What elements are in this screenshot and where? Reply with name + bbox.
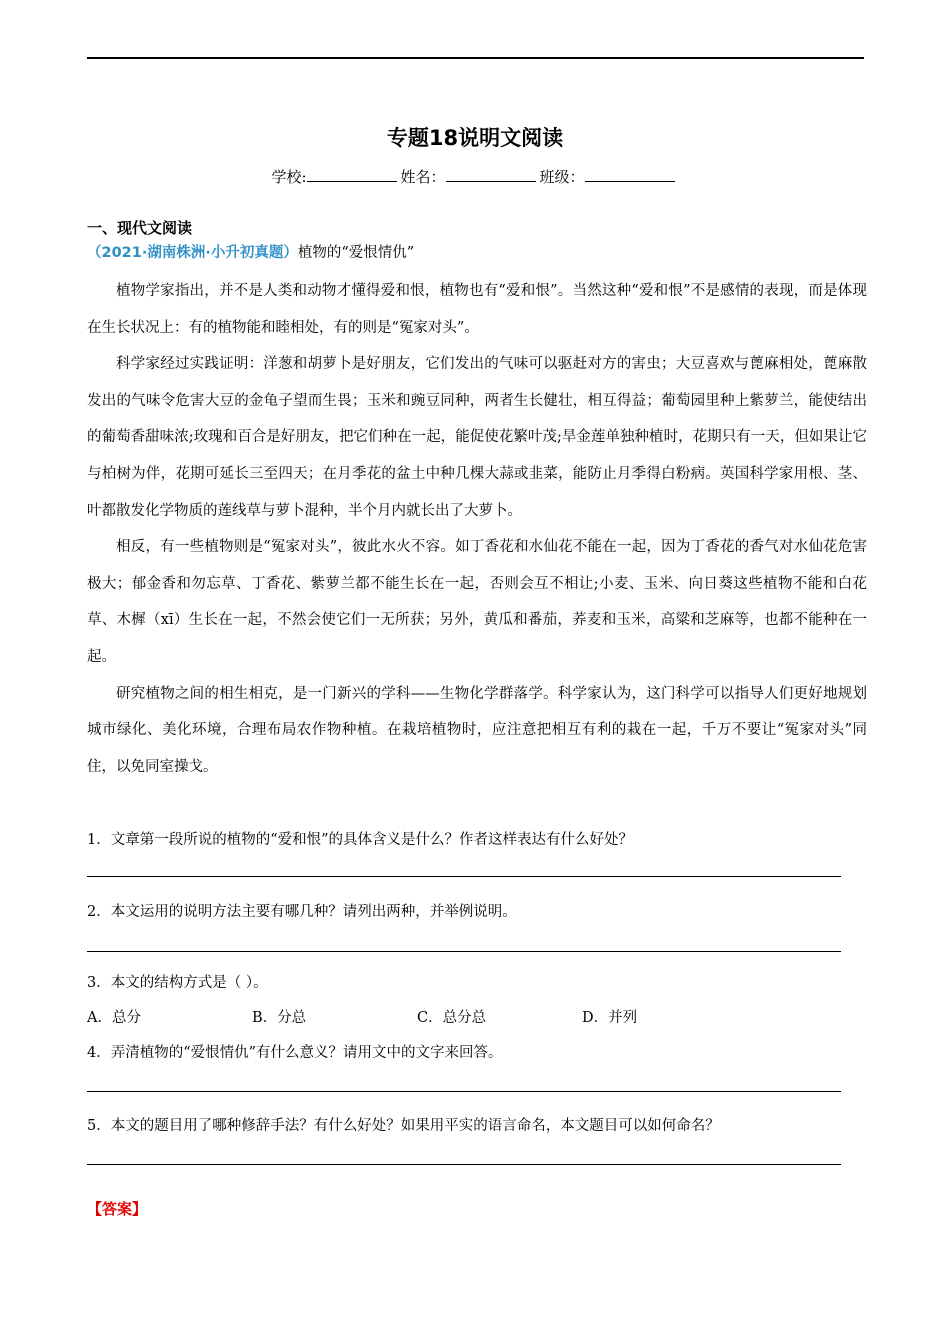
- paragraph: 植物学家指出，并不是人类和动物才懂得爱和恨，植物也有“爱和恨”。当然这种“爱和恨”不是感情的表现，而是体现在生长状况上：有的植物能和睦相处，有的则是“冤家对头”。: [87, 283, 867, 336]
- header-rule: [87, 57, 864, 59]
- question-2: 2．本文运用的说明方法主要有哪几种？请列出两种，并举例说明。: [87, 904, 517, 920]
- answer-line-1[interactable]: [87, 876, 841, 877]
- paragraph: 相反，有一些植物则是“冤家对头”，彼此水火不容。如丁香花和水仙花不能在一起，因为丁香花的香气对水仙花危害极大；郁金香和勿忘草、丁香花、紫萝兰都不能生长在一起，否则会互不相让;小麦、玉米、向日葵这些植物不能和白花草、木樨（xī）生长在一起，不然会使它们一无所获；另外，黄瓜和番茄，荞麦和玉米，高粱和芝麻等，也都不能种在一起。: [87, 539, 867, 665]
- option-a[interactable]: A．总分: [87, 1010, 141, 1026]
- option-d[interactable]: D．并列: [582, 1010, 638, 1026]
- question-3-options: [87, 1006, 747, 1027]
- question-4: 4．弄清植物的“爱恨情仇”有什么意义？请用文中的文字来回答。: [87, 1045, 503, 1061]
- article-body: [87, 273, 867, 785]
- name-label: 姓名：: [400, 168, 446, 186]
- section-heading: 一、现代文阅读: [87, 219, 193, 237]
- question-1: 1．文章第一段所说的植物的“爱和恨”的具体含义是什么？作者这样表达有什么好处？: [87, 832, 634, 848]
- question-3: 3．本文的结构方式是（ ）。: [87, 975, 268, 991]
- class-blank[interactable]: [585, 167, 675, 182]
- student-info: [0, 166, 950, 187]
- question-5: 5．本文的题目用了哪种修辞手法？有什么好处？如果用平实的语言命名，本文题目可以如何命名？: [87, 1118, 720, 1134]
- page-title: 专题18说明文阅读: [386, 126, 564, 150]
- school-blank[interactable]: [307, 167, 397, 182]
- article-title: 植物的“爱恨情仇”: [297, 245, 415, 261]
- class-label: 班级：: [539, 168, 585, 186]
- answer-heading: 【答案】: [87, 1200, 148, 1218]
- paragraph: 研究植物之间的相生相克，是一门新兴的学科——生物化学群落学。科学家认为，这门科学可以指导人们更好地规划城市绿化、美化环境，合理布局农作物种植。在栽培植物时，应注意把相互有利的栽在一起，千万不要让“冤家对头”同住，以免同室操戈。: [87, 685, 867, 775]
- school-label: 学校:: [271, 168, 307, 186]
- source-tag: （2021·湖南株洲·小升初真题）: [87, 245, 298, 261]
- paragraph: 科学家经过实践证明：洋葱和胡萝卜是好朋友，它们发出的气味可以驱赶对方的害虫；大豆喜欢与蓖麻相处，蓖麻散发出的气味令危害大豆的金龟子望而生畏；玉米和豌豆同种，两者生长健壮，相互得益；葡萄园里种上紫萝兰，能使结出的葡萄香甜味浓;玫瑰和百合是好朋友，把它们种在一起，能促使花繁叶茂;旱金莲单独种植时，花期只有一天，但如果让它与柏树为伴，花期可延长三至四天；在月季花的盆土中种几棵大蒜或韭菜，能防止月季得白粉病。英国科学家用根、茎、叶都散发化学物质的莲线草与萝卜混种，半个月内就长出了大萝卜。: [87, 356, 867, 519]
- source-line: [87, 241, 414, 262]
- option-b[interactable]: B．分总: [252, 1010, 307, 1026]
- name-blank[interactable]: [446, 167, 536, 182]
- option-c[interactable]: C．总分总: [417, 1010, 487, 1026]
- answer-line-5[interactable]: [87, 1164, 841, 1165]
- answer-line-4[interactable]: [87, 1091, 841, 1092]
- answer-line-2[interactable]: [87, 951, 841, 952]
